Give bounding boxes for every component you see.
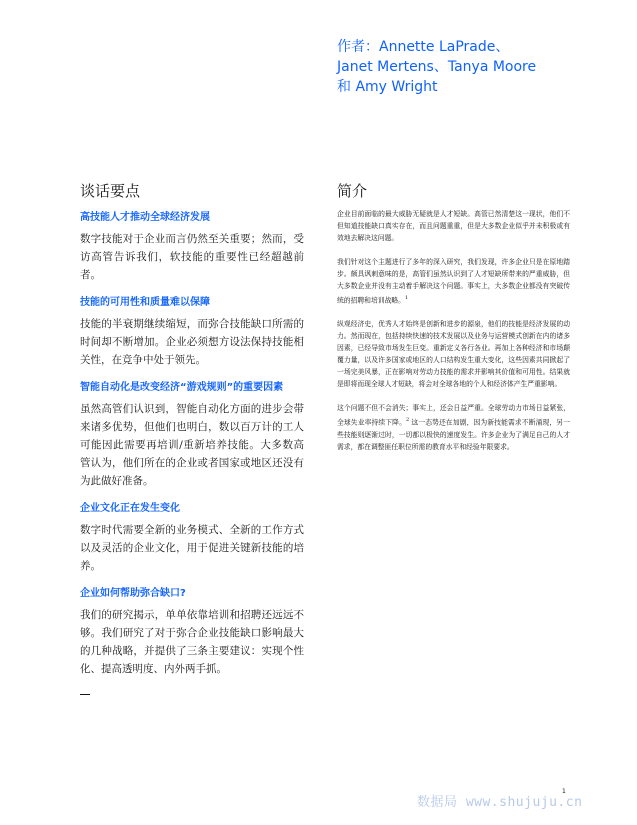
intro-paragraph-3: 纵观经济史，优秀人才始终是创新和进步的源泉，他们的技能是经济发展的动力。然而现在，包括持续快速的技术发展以及业务与运营模式创新在内的诸多因素，已经导致市场发生巨变。重新定义各行各业。再加上各种经济和市场颠覆力量，以及许多国家或地区的人口结构发生重大变化，这些因素共同掀起了一场完美风暴，正在影响对劳动力技能的需求并影响其价值和可用性。结果就是即将而现全球人才短缺，将会对全球各地的个人和经济体产生严重影响。: [337, 320, 570, 389]
page-number: 1: [562, 788, 566, 795]
intro-paragraph-4-text-b: 这一态势还在加剧，因为新技能需求不断涌现，另一些技能则逐渐过时，一切都以极快的速度发生。许多企业为了满足自己的人才需求，都在调整匪任职位所需的教育水平和经验年限要求。: [337, 418, 570, 451]
section-body: 虽然高管们认识到，智能自动化方面的进步会带来诸多优势，但他们也明白，数以百万计的工人可能因此需要再培训/重新培养技能。大多数高管认为，他们所在的企业或者国家或地区还没有为此做好准备。: [80, 403, 304, 487]
section-body: 数字技能对于企业而言仍然至关重要；然而，受访高管告诉我们，软技能的重要性已经超越前者。: [80, 233, 304, 281]
introduction: [337, 208, 570, 465]
intro-paragraph-1: 企业目前面临的最大威胁无疑就是人才短缺。高管已然清楚这一现状，他们不但知道技能缺口真实存在，而且问题重重，但是大多数企业似乎并未积极或有效地去解决这问题。: [337, 210, 570, 242]
authors-line-1: 作者：Annette LaPrade、: [337, 39, 510, 55]
intro-paragraph-2-text: 我们针对这个主题进行了多年的深入研究，我们发现，许多企业只是在原地踏步。颇具讽刺意味的是，高管们虽然认识到了人才短缺所带来的严重威胁，但大多数企业并没有主动着手解决这个问题。事实上，大多数企业都没有突破传统的招聘和培训战略。: [337, 258, 570, 305]
section-heading: 技能的可用性和质量难以保障: [80, 297, 210, 308]
section-body: 我们的研究揭示，单单依靠培训和招聘还远远不够。我们研究了对于弥合企业技能缺口影响最大的几种战略，并提供了三条主要建议：实现个性化、提高透明度、内外两手抓。: [80, 609, 304, 675]
section-heading: 智能自动化是改变经济“游戏规则”的重要因素: [80, 382, 284, 393]
footnote-ref-1: 1: [404, 295, 409, 301]
section-heading: 企业文化正在发生变化: [80, 503, 180, 514]
watermark: 数据局 www.shujuju.cn: [417, 795, 583, 810]
authors: [337, 37, 617, 97]
section-heading: 高技能人才推动全球经济发展: [80, 212, 210, 223]
talking-points: [80, 210, 304, 695]
intro-paragraph-2: [337, 256, 570, 306]
authors-line-2: Janet Mertens、Tanya Moore: [337, 59, 537, 75]
footnote-ref-2: 2: [405, 417, 410, 424]
authors-line-3: 和 Amy Wright: [337, 79, 438, 95]
talking-points-title: 谈话要点: [80, 182, 141, 200]
end-dash: [80, 694, 90, 695]
introduction-title: 简介: [337, 182, 368, 200]
intro-paragraph-4-text-a: 这个问题不但不会消失；事实上，还会日益严重。全球劳动力市场日益紧张，全球失业率持续下降。: [337, 404, 570, 427]
intro-paragraph-4: [337, 402, 570, 452]
section-body: 数字时代需要全新的业务模式、全新的工作方式以及灵活的企业文化，用于促进关键新技能的培养。: [80, 524, 304, 572]
section-heading: 企业如何帮助弥合缺口?: [80, 588, 186, 599]
section-body: 技能的半衰期继续缩短，而弥合技能缺口所需的时间却不断增加。企业必须想方设法保持技能相关性，在竞争中处于领先。: [80, 318, 304, 366]
